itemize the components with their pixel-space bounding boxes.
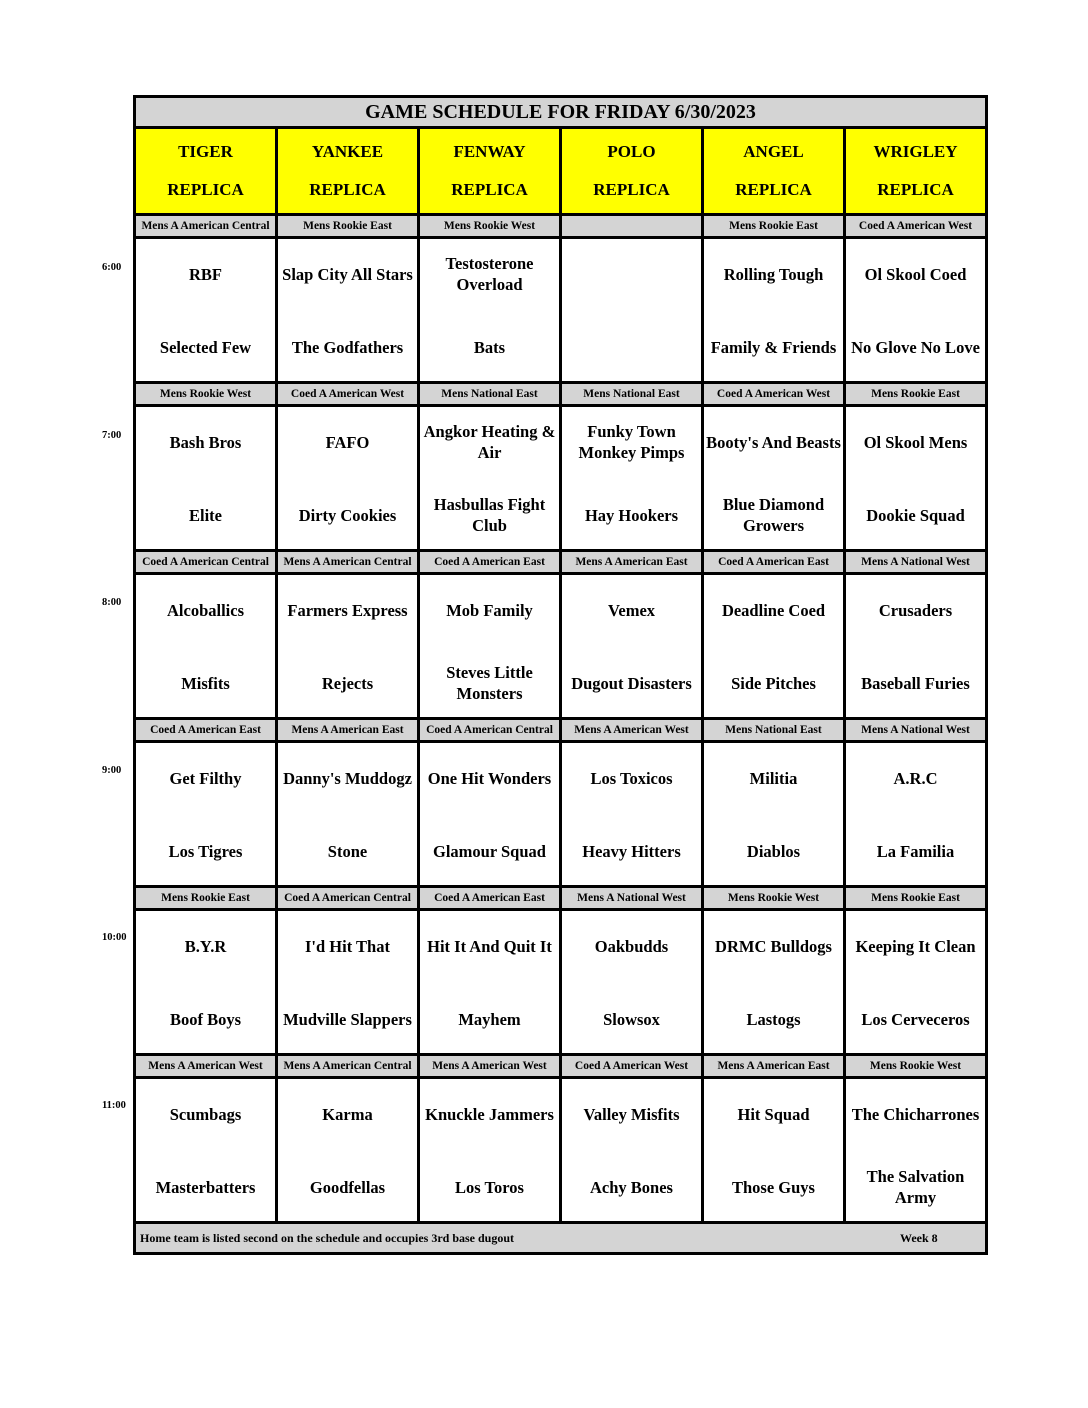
- division-label: Mens Rookie West: [135, 383, 277, 406]
- division-row: [135, 383, 987, 406]
- field-subtitle: REPLICA: [451, 180, 528, 199]
- game-cell: [135, 1078, 277, 1223]
- field-subtitle: REPLICA: [167, 180, 244, 199]
- division-label: Coed A American Central: [419, 719, 561, 742]
- home-team: La Familia: [876, 841, 955, 861]
- division-label: Mens A National West: [845, 551, 987, 574]
- home-team: Los Cerveceros: [861, 1009, 970, 1029]
- division-row: [135, 719, 987, 742]
- division-label: Mens A National West: [561, 887, 703, 910]
- time-label: 10:00: [102, 932, 127, 944]
- home-team: Achy Bones: [590, 1177, 673, 1197]
- away-team: Valley Misfits: [583, 1104, 680, 1124]
- away-team: One Hit Wonders: [427, 768, 552, 788]
- away-team: Militia: [749, 768, 798, 788]
- away-team: Ol Skool Mens: [863, 432, 968, 452]
- home-team: Glamour Squad: [433, 841, 546, 861]
- footer: [135, 1223, 987, 1254]
- game-cell: [845, 742, 987, 887]
- game-cell: [845, 574, 987, 719]
- home-team: Stone: [327, 841, 368, 861]
- field-header-fenway: [419, 128, 561, 215]
- footer-row: [135, 1223, 987, 1254]
- field-subtitle: REPLICA: [877, 180, 954, 199]
- game-cell: [703, 574, 845, 719]
- home-team: The Salvation Army: [866, 1167, 965, 1207]
- field-header-tiger: [135, 128, 277, 215]
- title-row: [135, 97, 987, 128]
- game-cell: [845, 1078, 987, 1223]
- away-team: Karma: [322, 1104, 373, 1124]
- home-team-note: Home team is listed second on the schedule and occupies 3rd base dugout: [140, 1231, 515, 1245]
- away-team: Danny's Muddogz: [283, 768, 412, 788]
- away-team: Deadline Coed: [721, 600, 826, 620]
- division-label: Coed A American East: [419, 551, 561, 574]
- home-team: The Godfathers: [291, 337, 404, 357]
- home-team: Goodfellas: [309, 1177, 386, 1197]
- game-cell: [135, 910, 277, 1055]
- division-label: [561, 215, 703, 238]
- division-label: Mens A American East: [277, 719, 419, 742]
- away-team: B.Y.R: [184, 936, 227, 956]
- division-row: [135, 551, 987, 574]
- away-team: Crusaders: [878, 600, 953, 620]
- game-cell: [561, 574, 703, 719]
- game-cell: [561, 1078, 703, 1223]
- division-label: Coed A American West: [845, 215, 987, 238]
- division-label: Mens A American West: [561, 719, 703, 742]
- home-team: Misfits: [181, 673, 230, 693]
- division-label: Mens A National West: [845, 719, 987, 742]
- home-team: Dookie Squad: [866, 505, 965, 525]
- home-team: Slowsox: [603, 1009, 660, 1029]
- game-cell: [703, 910, 845, 1055]
- away-team: Los Toxicos: [590, 768, 673, 788]
- home-team: Heavy Hitters: [582, 841, 681, 861]
- home-team: Rejects: [321, 673, 374, 693]
- away-team: Vemex: [607, 600, 656, 620]
- home-team: Those Guys: [732, 1177, 815, 1197]
- away-team: Slap City All Stars: [282, 264, 413, 284]
- away-team: Testosterone Overload: [445, 254, 534, 294]
- game-row: [135, 910, 987, 1055]
- home-team: Dugout Disasters: [571, 673, 692, 693]
- away-team: Ol Skool Coed: [864, 264, 967, 284]
- game-cell: [135, 742, 277, 887]
- division-label: Coed A American West: [277, 383, 419, 406]
- division-label: Coed A American West: [703, 383, 845, 406]
- division-label: Mens National East: [419, 383, 561, 406]
- game-cell: [419, 910, 561, 1055]
- home-team: [562, 325, 701, 369]
- field-subtitle: REPLICA: [593, 180, 670, 199]
- away-team: Mob Family: [446, 600, 533, 620]
- field-name: FENWAY: [453, 142, 526, 161]
- field-name: WRIGLEY: [873, 142, 958, 161]
- division-label: Mens A American Central: [135, 215, 277, 238]
- away-team: Rolling Tough: [723, 264, 824, 284]
- game-cell: [845, 910, 987, 1055]
- away-team: I'd Hit That: [305, 936, 390, 956]
- game-cell: [135, 574, 277, 719]
- division-label: Mens Rookie West: [845, 1055, 987, 1078]
- game-cell: [561, 910, 703, 1055]
- home-team: Blue Diamond Growers: [722, 495, 825, 535]
- field-name: ANGEL: [743, 142, 804, 161]
- game-cell: [277, 574, 419, 719]
- field-header-row: [135, 128, 987, 215]
- away-team: Keeping It Clean: [855, 936, 976, 956]
- game-cell: [419, 406, 561, 551]
- game-cell: [419, 238, 561, 383]
- game-row: [135, 742, 987, 887]
- game-cell: [561, 742, 703, 887]
- away-team: Knuckle Jammers: [425, 1104, 554, 1124]
- home-team: No Glove No Love: [851, 337, 980, 357]
- game-cell: [277, 910, 419, 1055]
- away-team: The Chicharrones: [851, 1104, 980, 1124]
- game-cell: [561, 238, 703, 383]
- home-team: Bats: [473, 337, 506, 357]
- division-label: Mens A American East: [561, 551, 703, 574]
- game-cell: [703, 742, 845, 887]
- home-team: Family & Friends: [710, 337, 837, 357]
- game-cell: [419, 574, 561, 719]
- game-cell: [277, 742, 419, 887]
- division-label: Coed A American East: [703, 551, 845, 574]
- game-row: [135, 1078, 987, 1223]
- division-label: Coed A American West: [561, 1055, 703, 1078]
- home-team: Hay Hookers: [584, 505, 679, 525]
- home-team: Baseball Furies: [861, 673, 970, 693]
- away-team: Angkor Heating & Air: [423, 422, 556, 462]
- division-label: Mens A American West: [135, 1055, 277, 1078]
- time-label: 8:00: [102, 597, 122, 609]
- division-label: Coed A American East: [419, 887, 561, 910]
- division-label: Mens Rookie East: [703, 215, 845, 238]
- field-name: YANKEE: [311, 142, 384, 161]
- division-label: Mens National East: [561, 383, 703, 406]
- field-subtitle: REPLICA: [309, 180, 386, 199]
- field-name: POLO: [607, 142, 656, 161]
- home-team: Elite: [189, 505, 222, 525]
- division-row: [135, 215, 987, 238]
- division-row: [135, 1055, 987, 1078]
- away-team: Hit Squad: [737, 1104, 810, 1124]
- time-label: 9:00: [102, 764, 122, 776]
- game-row: [135, 406, 987, 551]
- away-team: Farmers Express: [287, 600, 408, 620]
- home-team: Mayhem: [458, 1009, 521, 1029]
- division-label: Mens Rookie East: [277, 215, 419, 238]
- division-label: Coed A American East: [135, 719, 277, 742]
- game-cell: [277, 238, 419, 383]
- game-cell: [845, 406, 987, 551]
- division-label: Coed A American Central: [277, 887, 419, 910]
- time-label: 6:00: [102, 262, 122, 273]
- field-name: TIGER: [178, 142, 233, 161]
- home-team: Masterbatters: [155, 1177, 256, 1197]
- game-cell: [561, 406, 703, 551]
- game-cell: [419, 742, 561, 887]
- home-team: Hasbullas Fight Club: [433, 495, 546, 535]
- division-label: Mens A American Central: [277, 1055, 419, 1078]
- away-team: Hit It And Quit It: [427, 936, 552, 956]
- away-team: A.R.C: [893, 768, 938, 788]
- home-team: Dirty Cookies: [298, 505, 397, 525]
- division-label: Mens National East: [703, 719, 845, 742]
- division-label: Mens Rookie East: [845, 383, 987, 406]
- time-label: 11:00: [102, 1100, 126, 1111]
- away-team: Alcoballics: [167, 600, 244, 620]
- away-team: Booty's And Beasts: [706, 432, 841, 452]
- schedule-table: [133, 95, 988, 1255]
- field-header-polo: [561, 128, 703, 215]
- division-label: Coed A American Central: [135, 551, 277, 574]
- division-label: Mens A American Central: [277, 551, 419, 574]
- game-cell: [703, 238, 845, 383]
- game-cell: [419, 1078, 561, 1223]
- division-label: Mens Rookie East: [135, 887, 277, 910]
- away-team: Get Filthy: [169, 768, 242, 788]
- home-team: Diablos: [746, 841, 801, 861]
- division-label: Mens A American East: [703, 1055, 845, 1078]
- home-team: Lastogs: [746, 1009, 801, 1029]
- game-cell: [277, 1078, 419, 1223]
- schedule-title: GAME SCHEDULE FOR FRIDAY 6/30/2023: [135, 97, 987, 128]
- away-team: Scumbags: [169, 1104, 242, 1124]
- game-cell: [703, 1078, 845, 1223]
- home-team: Steves Little Monsters: [446, 663, 533, 703]
- game-row: [135, 238, 987, 383]
- game-row: [135, 574, 987, 719]
- away-team: [562, 252, 701, 296]
- game-cell: [135, 406, 277, 551]
- division-label: Mens Rookie West: [703, 887, 845, 910]
- division-row: [135, 887, 987, 910]
- away-team: Funky Town Monkey Pimps: [578, 422, 685, 462]
- home-team: Selected Few: [159, 337, 252, 357]
- away-team: FAFO: [325, 432, 370, 452]
- home-team: Boof Boys: [169, 1009, 242, 1029]
- game-cell: [845, 238, 987, 383]
- division-label: Mens Rookie East: [845, 887, 987, 910]
- time-label: 7:00: [102, 429, 122, 441]
- division-label: Mens A American West: [419, 1055, 561, 1078]
- week-label: Week 8: [900, 1231, 938, 1245]
- field-subtitle: REPLICA: [735, 180, 812, 199]
- game-cell: [135, 238, 277, 383]
- field-header-yankee: [277, 128, 419, 215]
- game-cell: [703, 406, 845, 551]
- field-header-wrigley: [845, 128, 987, 215]
- home-team: Mudville Slappers: [283, 1009, 412, 1029]
- game-cell: [277, 406, 419, 551]
- home-team: Side Pitches: [731, 673, 816, 693]
- away-team: RBF: [189, 264, 222, 284]
- field-header-angel: [703, 128, 845, 215]
- home-team: Los Toros: [455, 1177, 524, 1197]
- home-team: Los Tigres: [168, 841, 243, 861]
- away-team: Oakbudds: [594, 936, 669, 956]
- division-label: Mens Rookie West: [419, 215, 561, 238]
- away-team: DRMC Bulldogs: [715, 936, 832, 956]
- away-team: Bash Bros: [169, 432, 242, 452]
